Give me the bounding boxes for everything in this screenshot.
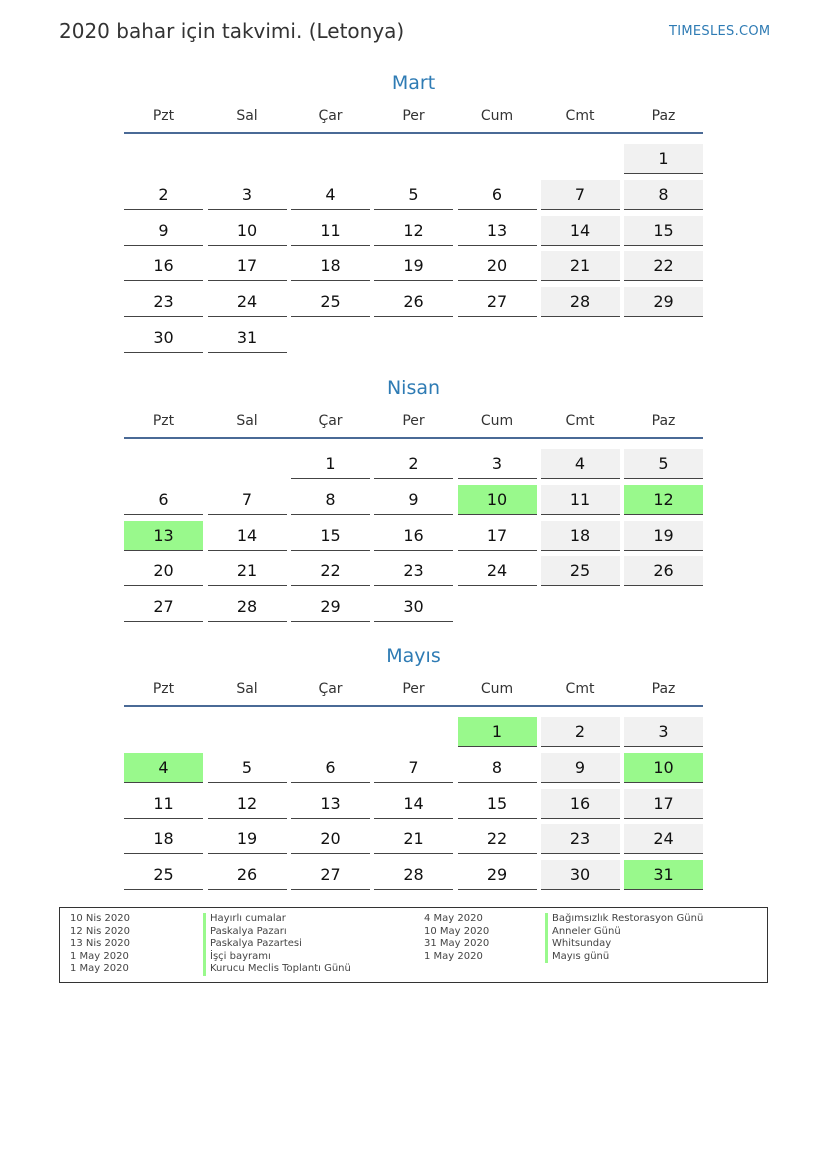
- header-rule: [124, 705, 703, 707]
- legend-holiday-name: Hayırlı cumalar: [203, 913, 286, 926]
- day-cell: 6: [124, 485, 203, 515]
- day-cell: 13: [458, 216, 537, 246]
- day-cell: 20: [124, 556, 203, 586]
- day-cell: 20: [458, 251, 537, 281]
- day-cell: 22: [291, 556, 370, 586]
- weekday-header: Per: [402, 413, 425, 429]
- day-cell: 3: [624, 717, 703, 747]
- day-cell: 27: [124, 592, 203, 622]
- legend-date: 12 Nis 2020: [70, 925, 130, 937]
- day-cell: 29: [291, 592, 370, 622]
- day-cell: 11: [124, 789, 203, 819]
- weekday-header: Çar: [318, 108, 343, 124]
- header-rule: [124, 132, 703, 134]
- day-cell: 29: [458, 860, 537, 890]
- weekday-header: Cmt: [565, 413, 595, 429]
- legend-date: 10 Nis 2020: [70, 913, 130, 924]
- day-cell: 9: [541, 753, 620, 783]
- day-cell: 26: [374, 287, 453, 317]
- day-cell: 15: [291, 521, 370, 551]
- day-cell: 4: [541, 449, 620, 479]
- day-cell: 7: [208, 485, 287, 515]
- day-cell: 4: [124, 753, 203, 783]
- day-cell: 6: [458, 180, 537, 210]
- day-cell: 22: [624, 251, 703, 281]
- day-cell: 15: [624, 216, 703, 246]
- weekday-header: Sal: [236, 108, 258, 124]
- legend-holiday-name: Paskalya Pazartesi: [203, 938, 302, 951]
- day-cell: 5: [208, 753, 287, 783]
- day-cell: 11: [541, 485, 620, 515]
- weekday-header: Per: [402, 108, 425, 124]
- day-cell: 7: [541, 180, 620, 210]
- day-cell: 26: [624, 556, 703, 586]
- day-cell: 8: [624, 180, 703, 210]
- day-cell: 15: [458, 789, 537, 819]
- day-cell: 10: [458, 485, 537, 515]
- day-cell: 16: [124, 251, 203, 281]
- day-cell: 18: [124, 824, 203, 854]
- legend-holiday-name: Anneler Günü: [545, 926, 621, 939]
- weekday-header: Paz: [651, 108, 676, 124]
- legend-holiday-name: Bağımsızlık Restorasyon Günü: [545, 913, 703, 926]
- weekday-header: Per: [402, 681, 425, 697]
- day-cell: 31: [208, 323, 287, 353]
- day-cell: 30: [374, 592, 453, 622]
- day-cell: 14: [208, 521, 287, 551]
- day-cell: 27: [458, 287, 537, 317]
- day-cell: 19: [624, 521, 703, 551]
- day-cell: 20: [291, 824, 370, 854]
- day-cell: 6: [291, 753, 370, 783]
- legend-holiday-name: Whitsunday: [545, 938, 611, 951]
- day-cell: 25: [124, 860, 203, 890]
- month-3: [124, 644, 703, 944]
- day-cell: 25: [541, 556, 620, 586]
- day-cell: 28: [541, 287, 620, 317]
- month-title: Nisan: [386, 377, 441, 399]
- day-cell: 31: [624, 860, 703, 890]
- page-title: 2020 bahar için takvimi. (Letonya): [59, 19, 405, 43]
- weekday-header: Cum: [480, 108, 514, 124]
- day-cell: 16: [541, 789, 620, 819]
- weekday-header: Cum: [480, 413, 514, 429]
- day-cell: 30: [541, 860, 620, 890]
- day-cell: 1: [291, 449, 370, 479]
- day-cell: 9: [374, 485, 453, 515]
- day-cell: 28: [374, 860, 453, 890]
- month-title: Mayıs: [386, 645, 441, 667]
- day-cell: 18: [541, 521, 620, 551]
- weekday-header: Sal: [236, 681, 258, 697]
- weekday-header: Pzt: [152, 108, 175, 124]
- weekday-header: Cmt: [565, 108, 595, 124]
- day-cell: 23: [374, 556, 453, 586]
- day-cell: 1: [458, 717, 537, 747]
- day-cell: 28: [208, 592, 287, 622]
- day-cell: 10: [208, 216, 287, 246]
- day-cell: 21: [541, 251, 620, 281]
- legend-holiday-name: İşçi bayramı: [203, 951, 271, 964]
- day-cell: 8: [458, 753, 537, 783]
- day-cell: 23: [124, 287, 203, 317]
- legend-date: 1 May 2020: [424, 950, 483, 962]
- day-cell: 24: [458, 556, 537, 586]
- day-cell: 17: [624, 789, 703, 819]
- day-cell: 12: [208, 789, 287, 819]
- day-cell: 3: [208, 180, 287, 210]
- day-cell: 17: [458, 521, 537, 551]
- legend-date: 4 May 2020: [424, 913, 483, 924]
- day-cell: 11: [291, 216, 370, 246]
- day-cell: 12: [624, 485, 703, 515]
- header-rule: [124, 437, 703, 439]
- weekday-header: Paz: [651, 413, 676, 429]
- weekday-header: Cmt: [565, 681, 595, 697]
- day-cell: 8: [291, 485, 370, 515]
- legend-date: 10 May 2020: [424, 925, 490, 937]
- legend-date: 1 May 2020: [70, 950, 129, 962]
- weekday-header: Çar: [318, 681, 343, 697]
- weekday-header: Cum: [480, 681, 514, 697]
- legend-holiday-name: Kurucu Meclis Toplantı Günü: [203, 963, 351, 976]
- weekday-header: Pzt: [152, 413, 175, 429]
- month-2: [124, 376, 703, 676]
- day-cell: 24: [624, 824, 703, 854]
- day-cell: 12: [374, 216, 453, 246]
- day-cell: 29: [624, 287, 703, 317]
- day-cell: 4: [291, 180, 370, 210]
- brand-link[interactable]: TIMESLES.COM: [669, 24, 771, 39]
- day-cell: 9: [124, 216, 203, 246]
- day-cell: 26: [208, 860, 287, 890]
- legend-date: 13 Nis 2020: [70, 938, 130, 950]
- day-cell: 5: [374, 180, 453, 210]
- legend-date: 1 May 2020: [70, 963, 129, 975]
- day-cell: 19: [208, 824, 287, 854]
- weekday-header: Paz: [651, 681, 676, 697]
- legend-date: 31 May 2020: [424, 938, 490, 950]
- day-cell: 10: [624, 753, 703, 783]
- day-cell: 7: [374, 753, 453, 783]
- day-cell: 13: [291, 789, 370, 819]
- day-cell: 14: [541, 216, 620, 246]
- weekday-header: Pzt: [152, 681, 175, 697]
- day-cell: 27: [291, 860, 370, 890]
- legend-holiday-name: Paskalya Pazarı: [203, 926, 287, 939]
- day-cell: 17: [208, 251, 287, 281]
- day-cell: 13: [124, 521, 203, 551]
- day-cell: 3: [458, 449, 537, 479]
- day-cell: 14: [374, 789, 453, 819]
- day-cell: 23: [541, 824, 620, 854]
- holiday-legend: [59, 907, 768, 983]
- day-cell: 19: [374, 251, 453, 281]
- day-cell: 24: [208, 287, 287, 317]
- day-cell: 2: [374, 449, 453, 479]
- month-1: [124, 71, 703, 371]
- day-cell: 22: [458, 824, 537, 854]
- day-cell: 16: [374, 521, 453, 551]
- day-cell: 2: [124, 180, 203, 210]
- day-cell: 25: [291, 287, 370, 317]
- day-cell: 21: [208, 556, 287, 586]
- day-cell: 2: [541, 717, 620, 747]
- legend-holiday-name: Mayıs günü: [545, 951, 609, 964]
- weekday-header: Sal: [236, 413, 258, 429]
- day-cell: 21: [374, 824, 453, 854]
- weekday-header: Çar: [318, 413, 343, 429]
- month-title: Mart: [391, 72, 436, 94]
- day-cell: 18: [291, 251, 370, 281]
- day-cell: 30: [124, 323, 203, 353]
- day-cell: 5: [624, 449, 703, 479]
- day-cell: 1: [624, 144, 703, 174]
